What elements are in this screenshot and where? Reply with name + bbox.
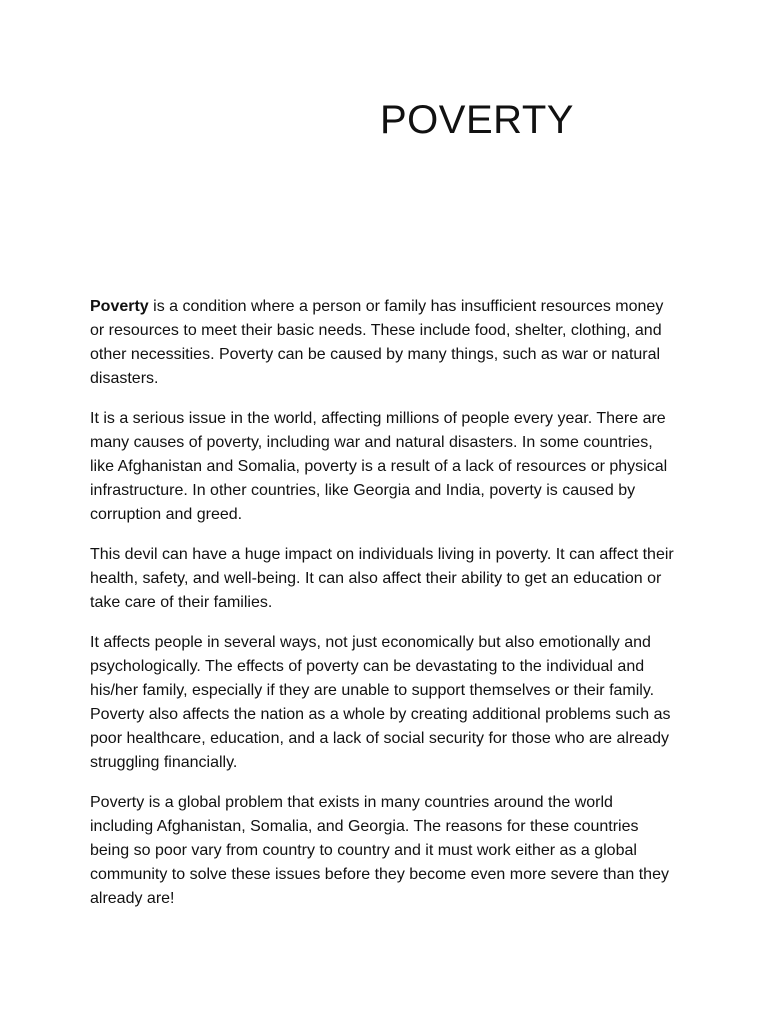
- paragraph-3: This devil can have a huge impact on individuals living in poverty. It can affect their health, safety, and well-being. It can also affect their ability to get an education or take care of their families.: [90, 546, 674, 611]
- paragraph-1: [90, 295, 680, 391]
- paragraph-5: Poverty is a global problem that exists in many countries around the world including Afghanistan, Somalia, and Georgia. The reasons for these countries being so poor vary from country to country and it must work either as a global community to solve these issues before they become even more severe than they already are!: [90, 794, 669, 907]
- document-body: [90, 295, 680, 927]
- paragraph-1-lead: Poverty: [90, 298, 149, 315]
- paragraph-1-text: is a condition where a person or family has insufficient resources money or resources to meet their basic needs. These include food, shelter, clothing, and other necessities. Poverty can be caused by many things, such as war or natural disasters.: [90, 298, 664, 387]
- document-title: POVERTY: [380, 98, 574, 142]
- paragraph-2: It is a serious issue in the world, affecting millions of people every year. There are many causes of poverty, including war and natural disasters. In some countries, like Afghanistan and Somalia, poverty is a result of a lack of resources or physical infrastructure. In other countries, like Georgia and India, poverty is caused by corruption and greed.: [90, 410, 668, 523]
- paragraph-4: It affects people in several ways, not just economically but also emotionally and psychologically. The effects of poverty can be devastating to the individual and his/her family, especially if they are unable to support themselves or their family. Poverty also affects the nation as a whole by creating additional problems such as poor healthcare, education, and a lack of social security for those who are already struggling financially.: [90, 634, 671, 771]
